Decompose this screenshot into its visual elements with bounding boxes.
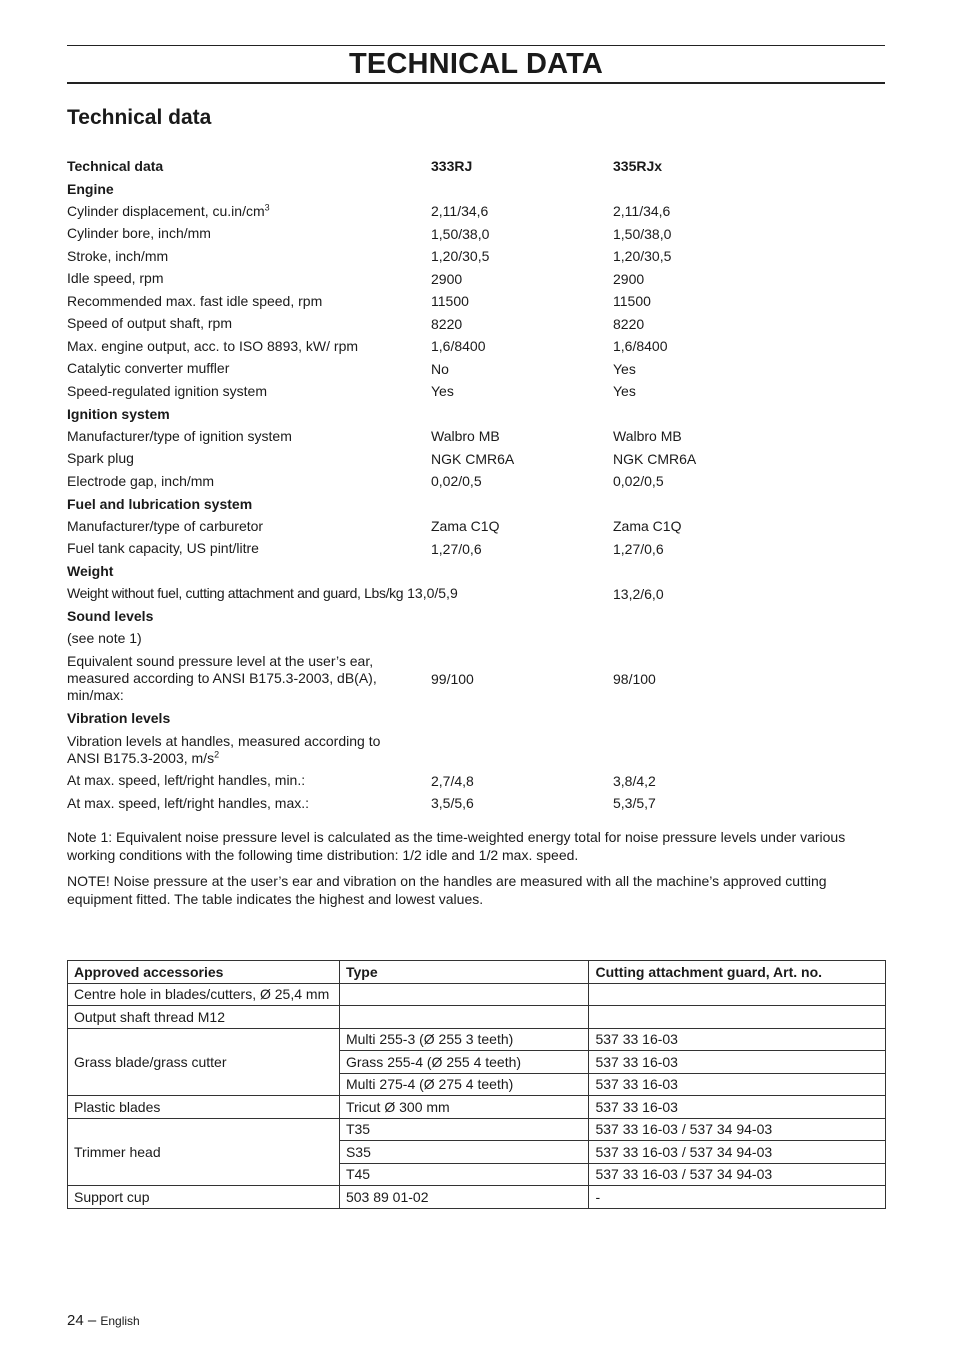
guard-cell: 537 33 16-03 (589, 1028, 886, 1051)
accessories-table (67, 960, 886, 1209)
spec-label: Catalytic converter muffler (67, 360, 230, 377)
spec-value-335rjx: 1,27/0,6 (613, 540, 664, 557)
type-cell: Tricut Ø 300 mm (339, 1096, 588, 1119)
note-2: NOTE! Noise pressure at the user’s ear and vibration on the handles are measured with all the machine’s approved cutting equipment fitted. The table indicates the highest and lowest values. (67, 873, 827, 907)
spec-label: Idle speed, rpm (67, 270, 164, 287)
spec-label: Speed-regulated ignition system (67, 382, 268, 399)
spec-value-333rj: 1,50/38,0 (431, 225, 490, 242)
spec-row (67, 583, 867, 606)
spec-row (67, 268, 867, 291)
spec-group-vibration: Vibration levels (67, 710, 171, 727)
section-title: Technical data (67, 106, 212, 129)
spec-value-335rjx: 11500 (613, 293, 651, 310)
spec-value-333rj: 99/100 (431, 670, 474, 687)
type-cell: Multi 255-3 (Ø 255 3 teeth) (339, 1028, 588, 1051)
spec-value-335rjx: 0,02/0,5 (613, 473, 664, 490)
spec-row (67, 792, 867, 815)
spec-value-333rj: 1,6/8400 (431, 338, 486, 355)
spec-value-333rj: 13,0/5,9 (407, 585, 458, 602)
spec-row (67, 245, 867, 268)
spec-value-335rjx: NGK CMR6A (613, 450, 697, 467)
spec-label: (see note 1) (67, 630, 142, 647)
type-cell: T35 (339, 1118, 588, 1141)
spec-row (67, 470, 867, 493)
accessory-cell: Trimmer head (68, 1118, 340, 1186)
spec-superscript: 3 (264, 202, 270, 213)
spec-value-335rjx: 5,3/5,7 (613, 795, 656, 812)
accessories-header-row (68, 961, 886, 984)
type-cell: S35 (339, 1141, 588, 1164)
notes (67, 829, 885, 917)
spec-label: Speed of output shaft, rpm (67, 315, 232, 332)
spec-row (67, 358, 867, 381)
spec-row (67, 290, 867, 313)
spec-value-333rj: Yes (431, 383, 454, 400)
spec-group-weight: Weight (67, 563, 114, 580)
spec-label: Cylinder bore, inch/mm (67, 225, 211, 242)
page-number: 24 – (67, 1312, 97, 1329)
spec-superscript: 2 (214, 748, 220, 759)
accessories-header-guard: Cutting attachment guard, Art. no. (589, 961, 886, 984)
spec-value-335rjx: Yes (613, 360, 636, 377)
guard-cell: - (589, 1186, 886, 1209)
guard-cell: 537 33 16-03 (589, 1051, 886, 1074)
spec-value-335rjx: 1,20/30,5 (613, 248, 672, 265)
spec-value-335rjx: Zama C1Q (613, 518, 682, 535)
spec-header-335rjx: 335RJx (613, 158, 663, 175)
spec-group-fuel: Fuel and lubrication system (67, 495, 253, 512)
spec-label: Spark plug (67, 450, 134, 467)
table-row (68, 1006, 886, 1029)
spec-value-333rj: 2,11/34,6 (431, 203, 489, 220)
spec-row (67, 425, 867, 448)
spec-value-333rj: 1,20/30,5 (431, 248, 490, 265)
spec-label: Manufacturer/type of carburetor (67, 517, 264, 534)
accessory-cell: Plastic blades (68, 1096, 340, 1119)
spec-row (67, 448, 867, 471)
accessory-cell: Grass blade/grass cutter (68, 1028, 340, 1096)
spec-row (67, 223, 867, 246)
spec-table (67, 155, 867, 815)
type-cell (339, 1006, 588, 1029)
table-row (68, 1118, 886, 1141)
spec-label: Electrode gap, inch/mm (67, 472, 215, 489)
spec-header-row (67, 155, 867, 178)
spec-label: At max. speed, left/right handles, max.: (67, 794, 310, 811)
spec-row (67, 650, 867, 707)
accessories-header-type: Type (339, 961, 588, 984)
spec-value-333rj: No (431, 360, 449, 377)
spec-value-333rj: 11500 (431, 293, 469, 310)
guard-cell: 537 33 16-03 (589, 1073, 886, 1096)
spec-label: Equivalent sound pressure level at the user’s ear, measured according to ANSI B175.3-2003, dB(A), min/max: (67, 653, 377, 703)
spec-label: Vibration levels at handles, measured according to ANSI B175.3-2003, m/s (67, 732, 381, 766)
spec-value-335rjx: 1,6/8400 (613, 338, 668, 355)
spec-row (67, 200, 867, 223)
spec-value-333rj: NGK CMR6A (431, 450, 515, 467)
accessories-header-accessory: Approved accessories (68, 961, 340, 984)
spec-label: Fuel tank capacity, US pint/litre (67, 540, 259, 557)
spec-group-ignition: Ignition system (67, 405, 170, 422)
spec-label: Manufacturer/type of ignition system (67, 427, 292, 444)
type-cell: 503 89 01-02 (339, 1186, 588, 1209)
spec-value-333rj: 2,7/4,8 (431, 772, 474, 789)
spec-row (67, 770, 867, 793)
spec-row (67, 538, 867, 561)
spec-label: Stroke, inch/mm (67, 247, 169, 264)
spec-value-335rjx: 3,8/4,2 (613, 772, 656, 789)
accessory-cell: Centre hole in blades/cutters, Ø 25,4 mm (68, 983, 340, 1006)
page-language: English (100, 1314, 140, 1328)
spec-group-sound: Sound levels (67, 608, 154, 625)
spec-value-333rj: Zama C1Q (431, 518, 500, 535)
spec-value-333rj: Walbro MB (431, 428, 500, 445)
spec-label: Max. engine output, acc. to ISO 8893, kW/ rpm (67, 337, 359, 354)
spec-row (67, 628, 867, 651)
spec-value-335rjx: 98/100 (613, 670, 656, 687)
guard-cell: 537 33 16-03 (589, 1096, 886, 1119)
type-cell: T45 (339, 1163, 588, 1186)
accessory-cell: Support cup (68, 1186, 340, 1209)
spec-label: Weight without fuel, cutting attachment and guard, Lbs/kg (67, 585, 404, 602)
note-1: Note 1: Equivalent noise pressure level is calculated as the time-weighted energy total for noise pressure levels under various working conditions with the following time distribution: 1/2 idle and 1/2 max. speed. (67, 829, 846, 863)
spec-value-333rj: 2900 (431, 270, 463, 287)
spec-label: Cylinder displacement, cu.in/cm (67, 202, 265, 219)
accessory-cell: Output shaft thread M12 (68, 1006, 340, 1029)
spec-row (67, 313, 867, 336)
table-row (68, 1186, 886, 1209)
type-cell (339, 983, 588, 1006)
guard-cell (589, 1006, 886, 1029)
spec-value-333rj: 0,02/0,5 (431, 473, 482, 490)
spec-value-335rjx: 2900 (613, 270, 645, 287)
page-header (67, 45, 885, 84)
guard-cell: 537 33 16-03 / 537 34 94-03 (589, 1163, 886, 1186)
spec-value-335rjx: Yes (613, 383, 636, 400)
spec-label: Recommended max. fast idle speed, rpm (67, 292, 323, 309)
spec-value-335rjx: 1,50/38,0 (613, 225, 672, 242)
table-row (68, 1028, 886, 1051)
type-cell: Multi 275-4 (Ø 275 4 teeth) (339, 1073, 588, 1096)
spec-group-engine: Engine (67, 180, 114, 197)
spec-header-333rj: 333RJ (431, 158, 473, 175)
spec-row (67, 515, 867, 538)
guard-cell: 537 33 16-03 / 537 34 94-03 (589, 1141, 886, 1164)
spec-value-335rjx: 13,2/6,0 (613, 585, 664, 602)
spec-value-333rj: 1,27/0,6 (431, 540, 482, 557)
spec-row (67, 380, 867, 403)
spec-value-333rj: 8220 (431, 315, 463, 332)
page-header-title: TECHNICAL DATA (348, 48, 604, 80)
type-cell: Grass 255-4 (Ø 255 4 teeth) (339, 1051, 588, 1074)
spec-header-label: Technical data (67, 157, 164, 174)
spec-value-335rjx: 2,11/34,6 (613, 203, 671, 220)
guard-cell (589, 983, 886, 1006)
page-footer (67, 1312, 140, 1329)
spec-row (67, 335, 867, 358)
spec-value-335rjx: 8220 (613, 315, 645, 332)
spec-value-333rj: 3,5/5,6 (431, 795, 474, 812)
spec-row (67, 730, 867, 770)
table-row (68, 1096, 886, 1119)
spec-value-335rjx: Walbro MB (613, 428, 682, 445)
spec-label: At max. speed, left/right handles, min.: (67, 772, 306, 789)
guard-cell: 537 33 16-03 / 537 34 94-03 (589, 1118, 886, 1141)
table-row (68, 983, 886, 1006)
